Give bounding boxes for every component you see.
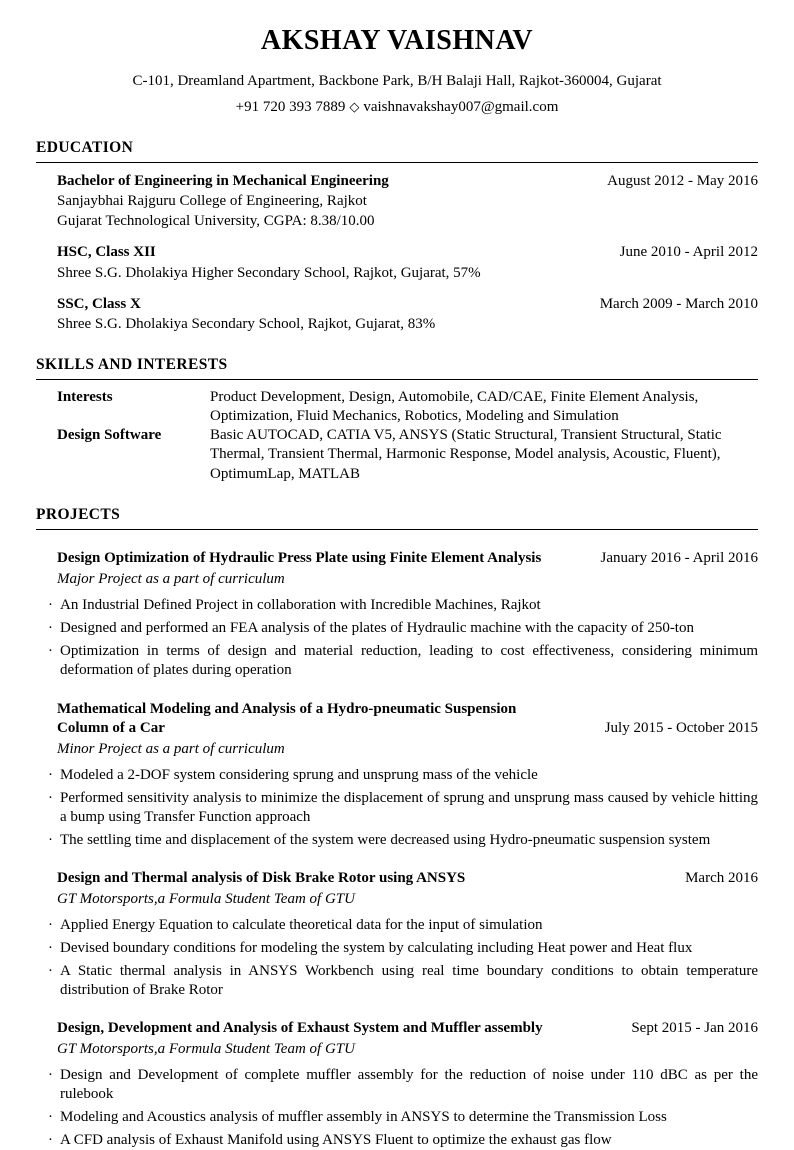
email-address: vaishnavakshay007@gmail.com — [363, 98, 559, 115]
project-title: Design and Thermal analysis of Disk Brake Rotor using ANSYS — [57, 869, 466, 886]
project-head — [36, 549, 758, 568]
skill-row — [36, 426, 758, 483]
phone-number: +91 720 393 7889 — [235, 98, 346, 115]
education-entry — [36, 172, 758, 231]
person-name: AKSHAY VAISHNAV — [260, 25, 534, 56]
project-title: Design, Development and Analysis of Exhaust System and Muffler assembly — [57, 1020, 543, 1037]
skill-label: Interests — [57, 389, 113, 406]
bullet-item: · Performed sensitivity analysis to minimize the displacement of sprung and unsprung mass caused by vehicle hitting a bump using Transfer Function approach — [36, 789, 758, 827]
project-bullets — [36, 916, 758, 1000]
bullet-item: · Designed and performed an FEA analysis of the plates of Hydraulic machine with the capacity of 250-ton — [36, 619, 758, 638]
bullet-item: · A Static thermal analysis in ANSYS Workbench using real time boundary conditions to obtain temperature distribution of Brake Rotor — [36, 962, 758, 1000]
bullet-item: · Modeling and Acoustics analysis of muffler assembly in ANSYS to determine the Transmission Loss — [36, 1108, 758, 1127]
bullet-item: · Devised boundary conditions for modeling the system by calculating including Heat power and Heat flux — [36, 939, 758, 958]
degree-title: HSC, Class XII — [57, 244, 156, 261]
section-title-skills: SKILLS AND INTERESTS — [36, 355, 228, 373]
contact-line — [36, 98, 758, 117]
project-subtitle: Minor Project as a part of curriculum — [57, 740, 285, 757]
section-education — [36, 138, 758, 334]
project-title: Design Optimization of Hydraulic Press Plate using Finite Element Analysis — [57, 550, 542, 567]
degree-title: SSC, Class X — [57, 295, 141, 312]
project-bullets — [36, 1066, 758, 1150]
project-entry — [36, 869, 758, 1000]
project-head — [36, 869, 758, 888]
bullet-item: · An Industrial Defined Project in collaboration with Incredible Machines, Rajkot — [36, 596, 758, 615]
entry-date: March 2009 - March 2010 — [599, 295, 758, 312]
bullet-item: · Design and Development of complete muffler assembly for the reduction of noise under 110 dBC as per the rulebook — [36, 1066, 758, 1104]
bullet-item: · The settling time and displacement of the system were decreased using Hydro-pneumatic suspension system — [36, 831, 758, 850]
school-line: Gujarat Technological University, CGPA: 8.38/10.00 — [57, 213, 375, 230]
project-date: Sept 2015 - Jan 2016 — [631, 1020, 758, 1037]
diamond-separator-icon: ◇ — [349, 98, 360, 114]
education-entry — [36, 243, 758, 282]
section-rule — [36, 529, 758, 530]
section-title-projects: PROJECTS — [36, 505, 121, 523]
address-line: C-101, Dreamland Apartment, Backbone Park, B/H Balaji Hall, Rajkot-360004, Gujarat — [132, 72, 662, 89]
project-bullets — [36, 766, 758, 850]
entry-date: June 2010 - April 2012 — [619, 244, 758, 261]
school-line: Shree S.G. Dholakiya Secondary School, Rajkot, Gujarat, 83% — [57, 315, 436, 332]
skill-row — [36, 388, 758, 426]
school-line: Shree S.G. Dholakiya Higher Secondary School, Rajkot, Gujarat, 57% — [57, 264, 481, 281]
project-subtitle: GT Motorsports,a Formula Student Team of GTU — [57, 1041, 355, 1058]
project-bullets — [36, 596, 758, 680]
section-rule — [36, 162, 758, 163]
section-projects — [36, 505, 758, 1150]
project-date: July 2015 - October 2015 — [604, 719, 758, 736]
degree-title: Bachelor of Engineering in Mechanical Engineering — [57, 173, 389, 190]
project-entry — [36, 549, 758, 680]
bullet-item: · A CFD analysis of Exhaust Manifold using ANSYS Fluent to optimize the exhaust gas flow — [36, 1131, 758, 1150]
bullet-item: · Optimization in terms of design and material reduction, leading to cost effectiveness, considering minimum deformation of plates during operation — [36, 642, 758, 680]
education-entry-head — [57, 243, 758, 262]
project-subtitle: Major Project as a part of curriculum — [57, 571, 285, 588]
project-subtitle: GT Motorsports,a Formula Student Team of GTU — [57, 890, 355, 907]
education-entry-head — [57, 295, 758, 314]
project-date: March 2016 — [685, 869, 758, 886]
school-line: Sanjaybhai Rajguru College of Engineering, Rajkot — [57, 193, 367, 210]
education-entry-head — [57, 172, 758, 191]
section-rule — [36, 379, 758, 380]
skill-value: Product Development, Design, Automobile, CAD/CAE, Finite Element Analysis, Optimization, Fluid Mechanics, Robotics, Modeling and Simulation — [210, 389, 699, 425]
project-entry — [36, 1019, 758, 1150]
bullet-item: · Modeled a 2-DOF system considering sprung and unsprung mass of the vehicle — [36, 766, 758, 785]
skills-table — [36, 388, 758, 483]
project-date: January 2016 - April 2016 — [600, 550, 758, 567]
project-entry — [36, 700, 758, 850]
project-title: Mathematical Modeling and Analysis of a Hydro-pneumatic Suspension Column of a Car — [57, 700, 517, 736]
entry-date: August 2012 - May 2016 — [607, 173, 758, 190]
skill-value: Basic AUTOCAD, CATIA V5, ANSYS (Static Structural, Transient Structural, Static Thermal, Transient Thermal, Harmonic Response, Model analysis, Acoustic, Fluent), OptimumLap, MATLAB — [210, 427, 722, 482]
bullet-item: · Applied Energy Equation to calculate theoretical data for the input of simulation — [36, 916, 758, 935]
project-head — [36, 700, 758, 738]
skill-label: Design Software — [57, 427, 162, 444]
section-skills — [36, 355, 758, 484]
section-title-education: EDUCATION — [36, 138, 134, 156]
project-head — [36, 1019, 758, 1038]
education-entry — [36, 295, 758, 334]
